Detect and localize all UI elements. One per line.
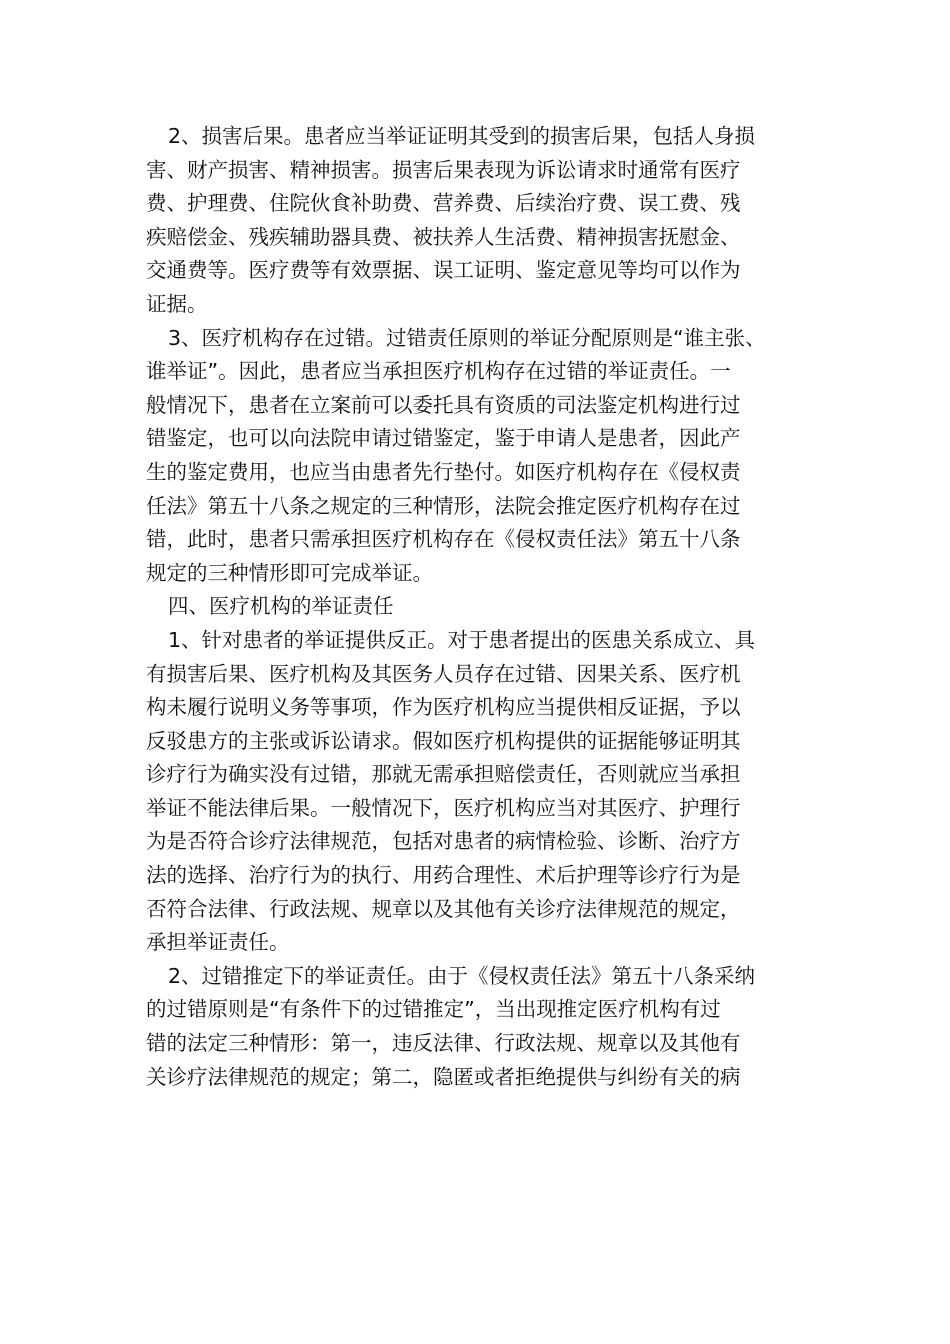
text-line: 任法》第五十八条之规定的三种情形，法院会推定医疗机构存在过 [146, 493, 741, 518]
text-line: 害、财产损害、精神损害。损害后果表现为诉讼请求时通常有医疗 [146, 157, 741, 182]
text-line: 3、医疗机构存在过错。过错责任原则的举证分配原则是“谁主张、 [168, 325, 766, 350]
text-line: 为是否符合诊疗法律规范，包括对患者的病情检验、诊断、治疗方 [146, 829, 741, 854]
text-line: 否符合法律、行政法规、规章以及其他有关诊疗法律规范的规定， [146, 896, 741, 921]
text-line: 生的鉴定费用，也应当由患者先行垫付。如医疗机构存在《侵权责 [146, 459, 741, 484]
text-line: 2、损害后果。患者应当举证证明其受到的损害后果，包括人身损 [168, 124, 756, 148]
paragraph-damage-consequence [146, 120, 811, 322]
text-line: 规定的三种情形即可完成举证。 [146, 560, 433, 585]
text-line: 有损害后果、医疗机构及其医务人员存在过错、因果关系、医疗机 [146, 661, 741, 686]
document-body [146, 120, 811, 1094]
text-line: 错，此时，患者只需承担医疗机构存在《侵权责任法》第五十八条 [146, 527, 741, 552]
text-line: 诊疗行为确实没有过错，那就无需承担赔偿责任，否则就应当承担 [146, 762, 741, 787]
text-line: 2、过错推定下的举证责任。由于《侵权责任法》第五十八条采纳 [168, 963, 756, 988]
text-line: 构未履行说明义务等事项，作为医疗机构应当提供相反证据，予以 [146, 695, 741, 720]
paragraph-fault-presumption [146, 960, 811, 1094]
text-line: 反驳患方的主张或诉讼请求。假如医疗机构提供的证据能够证明其 [146, 728, 741, 753]
paragraph-medical-fault [146, 322, 811, 591]
text-line: 证据。 [146, 291, 208, 316]
section-heading [146, 590, 811, 624]
text-line: 疾赔偿金、残疾辅助器具费、被扶养人生活费、精神损害抚慰金、 [146, 224, 741, 249]
heading-line: 四、医疗机构的举证责任 [168, 594, 394, 619]
text-line: 的过错原则是“有条件下的过错推定”，当出现推定医疗机构有过 [146, 997, 721, 1022]
text-line: 般情况下，患者在立案前可以委托具有资质的司法鉴定机构进行过 [146, 392, 741, 417]
text-line: 费、护理费、住院伙食补助费、营养费、后续治疗费、误工费、残 [146, 191, 741, 216]
paragraph-rebuttal [146, 624, 811, 960]
text-line: 错的法定三种情形：第一，违反法律、行政法规、规章以及其他有 [146, 1031, 741, 1056]
text-line: 举证不能法律后果。一般情况下，医疗机构应当对其医疗、护理行 [146, 795, 741, 820]
text-line: 法的选择、治疗行为的执行、用药合理性、术后护理等诊疗行为是 [146, 863, 741, 888]
text-line: 1、针对患者的举证提供反正。对于患者提出的医患关系成立、具 [168, 627, 756, 652]
text-line: 谁举证”。因此，患者应当承担医疗机构存在过错的举证责任。一 [146, 359, 731, 384]
text-line: 承担举证责任。 [146, 930, 290, 955]
text-line: 交通费等。医疗费等有效票据、误工证明、鉴定意见等均可以作为 [146, 258, 741, 283]
text-line: 错鉴定，也可以向法院申请过错鉴定，鉴于申请人是患者，因此产 [146, 426, 741, 451]
text-line: 关诊疗法律规范的规定；第二，隐匿或者拒绝提供与纠纷有关的病 [146, 1064, 741, 1089]
